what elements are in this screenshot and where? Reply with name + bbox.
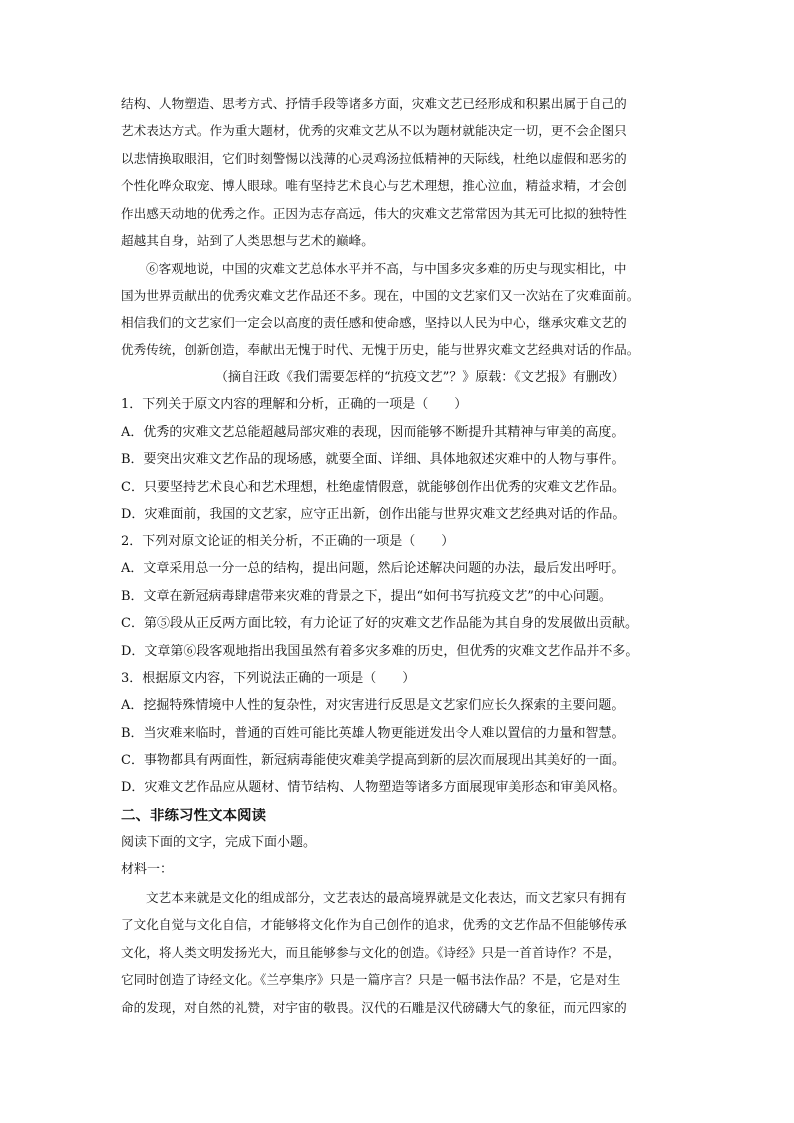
material-line: 了文化自觉与文化自信，才能够将文化作为自己创作的追求，优秀的文艺作品不但能够传承 — [121, 917, 627, 932]
question-option: B．要突出灾难文艺作品的现场感，就要全面、详细、具体地叙述灾难中的人物与事件。 — [121, 452, 625, 467]
material-line: 命的发现，对自然的礼赞，对宇宙的敬畏。汉代的石雕是汉代磅礴大气的象征，而元四家的 — [121, 1000, 627, 1015]
question-option: B．文章在新冠病毒肆虐带来灾难的背景之下，提出“如何书写抗疫文艺”的中心问题。 — [121, 589, 612, 604]
material-label: 材料一： — [121, 862, 174, 877]
passage-line: 艺术表达方式。作为重大题材，优秀的灾难文艺从不以为题材就能决定一切，更不会企图只 — [121, 123, 627, 138]
passage-line: 超越其自身，站到了人类思想与艺术的巅峰。 — [121, 233, 374, 248]
instruction-text: 阅读下面的文字，完成下面小题。 — [121, 835, 317, 850]
passage-line: ⑥客观地说，中国的灾难文艺总体水平并不高，与中国多灾多难的历史与现实相比，中 — [146, 261, 627, 276]
question-stem: 3．根据原文内容，下列说法正确的一项是（ ） — [121, 671, 416, 686]
passage-line: 个性化哗众取宠、博人眼球。唯有坚持艺术良心与艺术理想，推心泣血，精益求精，才会创 — [121, 178, 627, 193]
question-option: C．只要坚持艺术良心和艺术理想，杜绝虚情假意，就能够创作出优秀的灾难文艺作品。 — [121, 480, 625, 495]
passage-line: 以悲情换取眼泪，它们时刻警惕以浅薄的心灵鸡汤拉低精神的天际线，杜绝以虚假和恶劣的 — [121, 151, 627, 166]
question-option: D．灾难面前，我国的文艺家，应守正出新，创作出能与世界灾难文艺经典对话的作品。 — [121, 507, 626, 522]
question-option: D．灾难文艺作品应从题材、情节结构、人物塑造等诸多方面展现审美形态和审美风格。 — [121, 780, 626, 795]
question-stem: 1．下列关于原文内容的理解和分析，正确的一项是（ ） — [121, 397, 468, 412]
question-option: A．文章采用总一分一总的结构，提出问题，然后论述解决问题的办法，最后发出呼吁。 — [121, 561, 625, 576]
question-option: C．第⑤段从正反两方面比较，有力论证了好的灾难文艺作品能为其自身的发展做出贡献。 — [121, 616, 638, 631]
passage-line: 国为世界贡献出的优秀灾难文艺作品还不多。现在，中国的文艺家们又一次站在了灾难面前。 — [121, 288, 640, 303]
question-option: A．优秀的灾难文艺总能超越局部灾难的表现，因而能够不断提升其精神与审美的高度。 — [121, 425, 625, 440]
material-line: 它同时创造了诗经文化。《兰亭集序》只是一篇序言？只是一幅书法作品？不是，它是对生 — [121, 972, 621, 987]
passage-line: 优秀传统，创新创造，奉献出无愧于时代、无愧于历史，能与世界灾难文艺经典对话的作品。 — [121, 342, 640, 357]
question-option: D．文章第⑥段客观地指出我国虽然有着多灾多难的历史，但优秀的灾难文艺作品并不多。 — [121, 644, 639, 659]
section-heading: 二、非练习性文本阅读 — [121, 808, 266, 824]
passage-line: 结构、人物塑造、思考方式、抒情手段等诸多方面，灾难文艺已经形成和积累出属于自己的 — [121, 96, 627, 111]
passage-line: 作出感天动地的优秀之作。正因为志存高远，伟大的灾难文艺常常因为其无可比拟的独特性 — [121, 206, 627, 221]
material-line: 文艺本来就是文化的组成部分，文艺表达的最高境界就是文化表达，而文艺家只有拥有 — [146, 890, 627, 905]
passage-line: 相信我们的文艺家们一定会以高度的责任感和使命感，坚持以人民为中心，继承灾难文艺的 — [121, 315, 627, 330]
source-citation: （摘自汪政《我们需要怎样的“抗疫文艺”？》原载：《文艺报》有删改） — [215, 370, 625, 385]
question-stem: 2．下列对原文论证的相关分析，不正确的一项是（ ） — [121, 534, 455, 549]
question-option: B．当灾难来临时，普通的百姓可能比英雄人物更能迸发出令人难以置信的力量和智慧。 — [121, 726, 625, 741]
material-line: 文化，将人类文明发扬光大，而且能够参与文化的创造。《诗经》只是一首首诗作？不是， — [121, 945, 621, 960]
question-option: A．挖掘特殊情境中人性的复杂性，对灾害进行反思是文艺家们应长久探索的主要问题。 — [121, 698, 625, 713]
question-option: C．事物都具有两面性，新冠病毒能使灾难美学提高到新的层次而展现出其美好的一面。 — [121, 753, 625, 768]
